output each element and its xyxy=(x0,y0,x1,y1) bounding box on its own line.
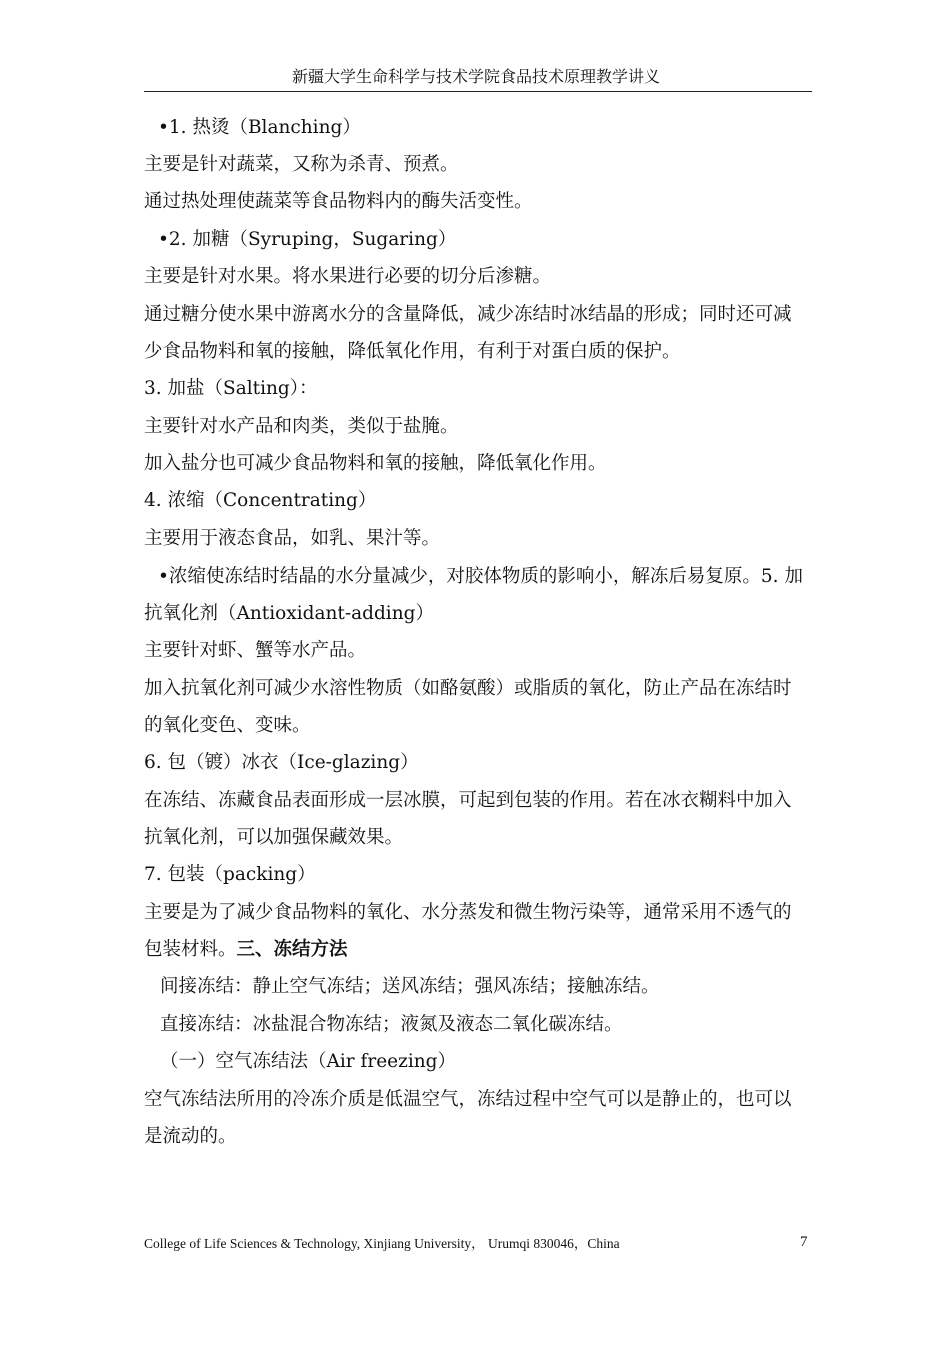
freezing-methods-heading: 三、冻结方法 xyxy=(236,939,348,960)
paragraph-line: 主要是针对水果。将水果进行必要的切分后渗糖。 xyxy=(144,266,552,287)
paragraph-text: 包装材料。 xyxy=(144,939,237,960)
section-7-heading: 7. 包装（packing） xyxy=(144,864,316,885)
page-number: 7 xyxy=(800,1234,808,1250)
subsection-heading: （一）空气冻结法（Air freezing） xyxy=(160,1051,457,1072)
paragraph-line: 主要是针对蔬菜，又称为杀青、预煮。 xyxy=(144,154,459,175)
paragraph-line: 加入抗氧化剂可减少水溶性物质（如酪氨酸）或脂质的氧化，防止产品在冻结时 xyxy=(144,678,792,699)
section-2-heading: •2. 加糖（Syruping，Sugaring） xyxy=(158,229,457,250)
paragraph-line: 主要针对虾、蟹等水产品。 xyxy=(144,640,367,661)
paragraph-line: 的氧化变色、变味。 xyxy=(144,715,311,736)
page-header: 新疆大学生命科学与技术学院食品技术原理教学讲义 xyxy=(291,67,660,86)
paragraph-line: 是流动的。 xyxy=(144,1126,237,1147)
paragraph-line: 主要针对水产品和肉类，类似于盐腌。 xyxy=(144,416,459,437)
paragraph-line: •浓缩使冻结时结晶的水分量减少，对胶体物质的影响小，解冻后易复原。5. 加 xyxy=(158,566,803,587)
paragraph-line: 主要是为了减少食品物料的氧化、水分蒸发和微生物污染等，通常采用不透气的 xyxy=(144,902,792,923)
paragraph-line: 加入盐分也可减少食品物料和氧的接触，降低氧化作用。 xyxy=(144,453,607,474)
paragraph-line: 通过热处理使蔬菜等食品物料内的酶失活变性。 xyxy=(144,191,533,212)
header-divider xyxy=(144,91,812,92)
paragraph-line: 在冻结、冻藏食品表面形成一层冰膜，可起到包装的作用。若在冰衣糊料中加入 xyxy=(144,790,792,811)
section-5-heading: 抗氧化剂（Antioxidant-adding） xyxy=(144,603,434,624)
paragraph-line: 间接冻结：静止空气冻结；送风冻结；强风冻结；接触冻结。 xyxy=(160,976,660,997)
paragraph-line: 空气冻结法所用的冷冻介质是低温空气，冻结过程中空气可以是静止的，也可以 xyxy=(144,1089,792,1110)
paragraph-line: 通过糖分使水果中游离水分的含量降低，减少冻结时冰结晶的形成；同时还可减 xyxy=(144,304,792,325)
section-1-heading: •1. 热烫（Blanching） xyxy=(158,117,361,138)
paragraph-line: 抗氧化剂，可以加强保藏效果。 xyxy=(144,827,404,848)
paragraph-line: 直接冻结：冰盐混合物冻结；液氮及液态二氧化碳冻结。 xyxy=(160,1014,623,1035)
page-footer: College of Life Sciences & Technology, Xinjiang University， Urumqi 830046，China xyxy=(144,1236,620,1251)
paragraph-line: 少食品物料和氧的接触，降低氧化作用，有利于对蛋白质的保护。 xyxy=(144,341,681,362)
section-4-heading: 4. 浓缩（Concentrating） xyxy=(144,490,377,511)
paragraph-line xyxy=(144,937,348,963)
section-6-heading: 6. 包（镀）冰衣（Ice-glazing） xyxy=(144,752,419,773)
paragraph-line: 主要用于液态食品，如乳、果汁等。 xyxy=(144,528,441,549)
section-3-heading: 3. 加盐（Salting）： xyxy=(144,378,318,399)
